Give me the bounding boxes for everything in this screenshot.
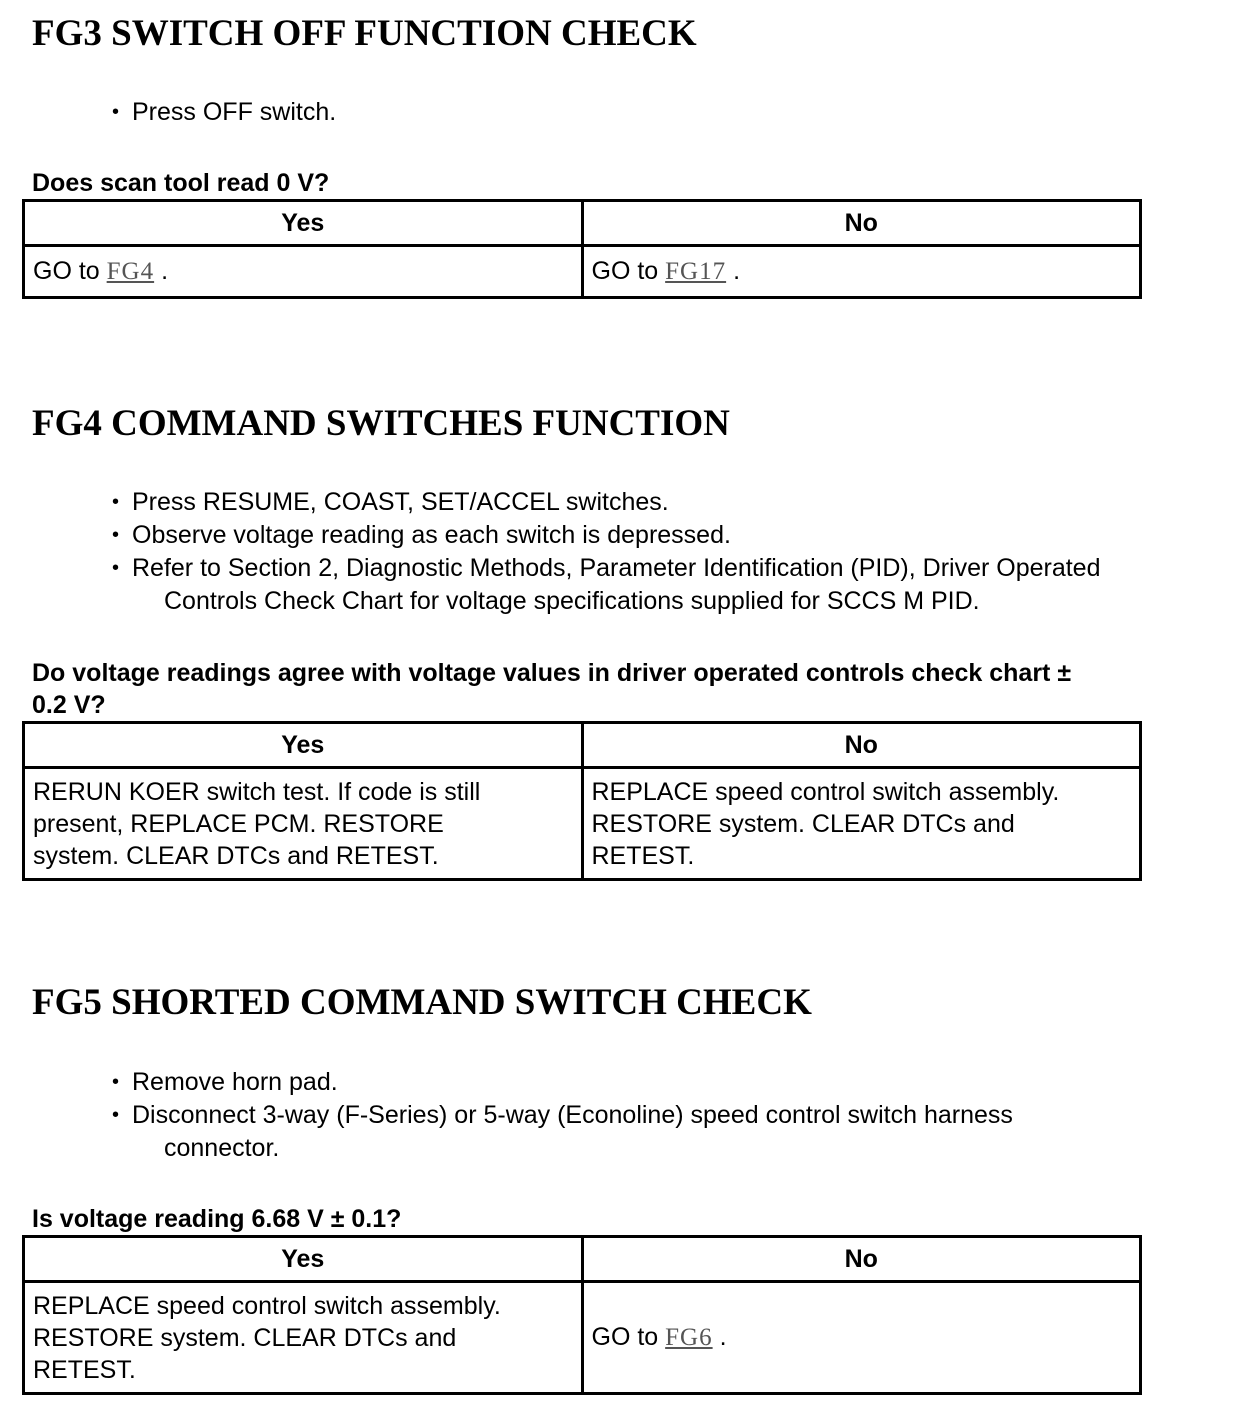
- yes-header: Yes: [24, 1237, 583, 1282]
- no-header: No: [582, 1237, 1141, 1282]
- yes-header: Yes: [24, 723, 583, 768]
- no-cell: GO to FG6 .: [582, 1282, 1141, 1394]
- bullet-icon: •: [112, 101, 120, 123]
- steps-fg5: [112, 1066, 1013, 1165]
- section-title-fg4: FG4 COMMAND SWITCHES FUNCTION: [32, 403, 730, 444]
- yes-header: Yes: [24, 201, 583, 246]
- step-item: • Press OFF switch.: [112, 96, 336, 129]
- bullet-icon: •: [112, 491, 120, 513]
- question-fg5: Is voltage reading 6.68 V ± 0.1?: [32, 1205, 402, 1233]
- result-table-fg3: [22, 199, 1142, 299]
- link-fg6[interactable]: FG6: [665, 1324, 713, 1351]
- step-item: • Remove horn pad.: [112, 1066, 1013, 1099]
- step-item: • Press RESUME, COAST, SET/ACCEL switches.: [112, 486, 1100, 519]
- bullet-icon: •: [112, 557, 120, 579]
- steps-fg4: [112, 486, 1100, 618]
- question-fg4: Do voltage readings agree with voltage values in driver operated controls check chart ± 0.2 V?: [32, 659, 1072, 719]
- yes-cell: RERUN KOER switch test. If code is still present, REPLACE PCM. RESTORE system. CLEAR DTCs and RETEST.: [24, 768, 583, 880]
- step-item: • Refer to Section 2, Diagnostic Methods, Parameter Identification (PID), Driver Operated Controls Check Chart for voltage specifications supplied for SCCS M PID.: [112, 552, 1100, 618]
- step-item: • Disconnect 3-way (F-Series) or 5-way (Econoline) speed control switch harness connector.: [112, 1099, 1013, 1165]
- step-continuation: connector.: [164, 1134, 280, 1162]
- link-fg17[interactable]: FG17: [665, 258, 727, 285]
- steps-fg3: [112, 96, 336, 129]
- section-title-fg5: FG5 SHORTED COMMAND SWITCH CHECK: [32, 982, 812, 1023]
- yes-cell: GO to FG4 .: [24, 246, 583, 298]
- bullet-icon: •: [112, 524, 120, 546]
- section-title-fg3: FG3 SWITCH OFF FUNCTION CHECK: [32, 13, 697, 54]
- result-table-fg5: [22, 1235, 1142, 1395]
- no-header: No: [582, 723, 1141, 768]
- step-continuation: Controls Check Chart for voltage specifications supplied for SCCS M PID.: [164, 587, 980, 615]
- no-cell: GO to FG17 .: [582, 246, 1141, 298]
- question-fg3: Does scan tool read 0 V?: [32, 169, 330, 197]
- bullet-icon: •: [112, 1071, 120, 1093]
- step-item: • Observe voltage reading as each switch is depressed.: [112, 519, 1100, 552]
- link-fg4[interactable]: FG4: [106, 258, 155, 285]
- result-table-fg4: [22, 721, 1142, 881]
- bullet-icon: •: [112, 1104, 120, 1126]
- no-header: No: [582, 201, 1141, 246]
- no-cell: REPLACE speed control switch assembly. RESTORE system. CLEAR DTCs and RETEST.: [582, 768, 1141, 880]
- yes-cell: REPLACE speed control switch assembly. RESTORE system. CLEAR DTCs and RETEST.: [24, 1282, 583, 1394]
